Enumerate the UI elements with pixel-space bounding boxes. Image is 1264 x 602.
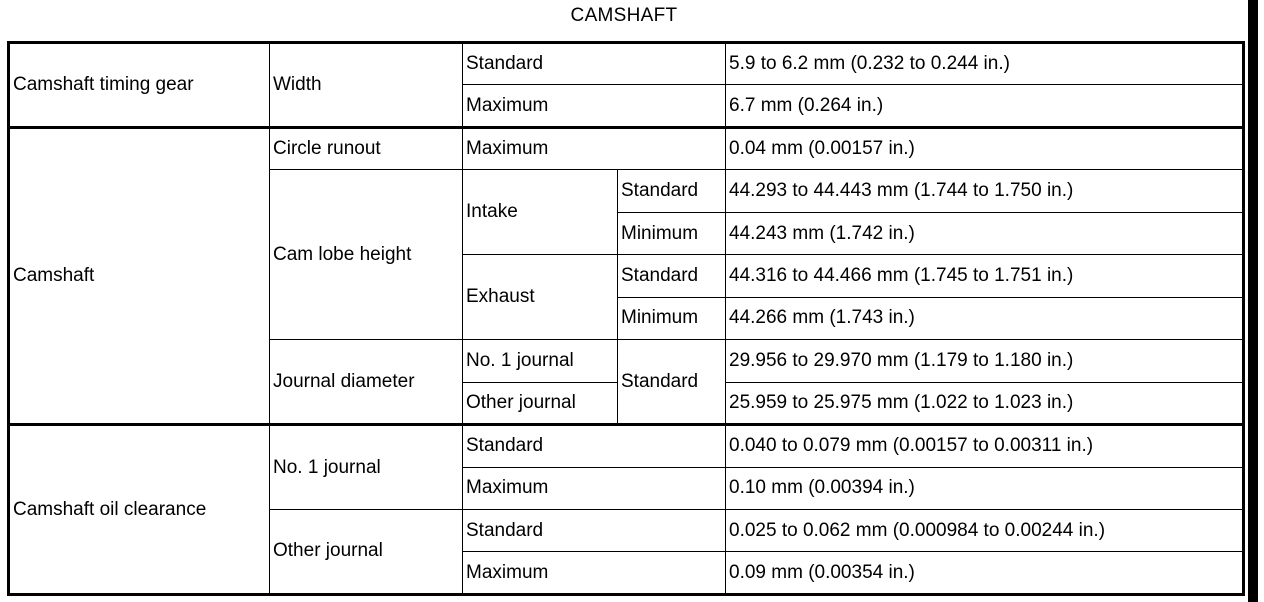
- subitem-exhaust: Exhaust: [463, 255, 618, 340]
- item-width: Width: [270, 43, 463, 128]
- spec-value: 0.025 to 0.062 mm (0.000984 to 0.00244 in.): [726, 509, 1244, 551]
- item-other-journal: Other journal: [270, 509, 463, 594]
- condition-label: Maximum: [463, 85, 726, 127]
- spec-value: 44.243 mm (1.742 in.): [726, 212, 1244, 254]
- table-row: [9, 127, 1244, 169]
- table-row: [9, 43, 1244, 85]
- page-edge-bar: [1248, 0, 1258, 602]
- section-label-camshaft: Camshaft: [9, 127, 270, 424]
- spec-value: 6.7 mm (0.264 in.): [726, 85, 1244, 127]
- subitem-intake: Intake: [463, 170, 618, 255]
- condition-label: Minimum: [618, 212, 726, 254]
- item-circle-runout: Circle runout: [270, 127, 463, 169]
- condition-label: Maximum: [463, 127, 726, 169]
- condition-label: Maximum: [463, 552, 726, 595]
- camshaft-spec-table: [7, 41, 1245, 596]
- spec-value: 25.959 to 25.975 mm (1.022 to 1.023 in.): [726, 382, 1244, 424]
- condition-label: Standard: [463, 425, 726, 467]
- condition-label: Maximum: [463, 467, 726, 509]
- item-cam-lobe-height: Cam lobe height: [270, 170, 463, 340]
- item-no1-journal: No. 1 journal: [270, 425, 463, 510]
- spec-value: 44.316 to 44.466 mm (1.745 to 1.751 in.): [726, 255, 1244, 297]
- spec-value: 44.293 to 44.443 mm (1.744 to 1.750 in.): [726, 170, 1244, 212]
- item-journal-diameter: Journal diameter: [270, 340, 463, 425]
- section-label-gear: Camshaft timing gear: [9, 43, 270, 128]
- spec-value: 0.09 mm (0.00354 in.): [726, 552, 1244, 595]
- condition-label: Minimum: [618, 297, 726, 339]
- spec-value: 0.04 mm (0.00157 in.): [726, 127, 1244, 169]
- spec-value: 0.10 mm (0.00394 in.): [726, 467, 1244, 509]
- spec-value: 29.956 to 29.970 mm (1.179 to 1.180 in.): [726, 340, 1244, 382]
- spec-value: 5.9 to 6.2 mm (0.232 to 0.244 in.): [726, 43, 1244, 85]
- subitem-no1-journal: No. 1 journal: [463, 340, 618, 382]
- condition-label: Standard: [463, 43, 726, 85]
- table-row: [9, 425, 1244, 467]
- spec-value: 0.040 to 0.079 mm (0.00157 to 0.00311 in.): [726, 425, 1244, 467]
- condition-label: Standard: [618, 340, 726, 425]
- subitem-other-journal: Other journal: [463, 382, 618, 424]
- section-label-oil-clearance: Camshaft oil clearance: [9, 425, 270, 595]
- condition-label: Standard: [618, 255, 726, 297]
- spec-value: 44.266 mm (1.743 in.): [726, 297, 1244, 339]
- condition-label: Standard: [463, 509, 726, 551]
- page-title: CAMSHAFT: [570, 5, 678, 26]
- condition-label: Standard: [618, 170, 726, 212]
